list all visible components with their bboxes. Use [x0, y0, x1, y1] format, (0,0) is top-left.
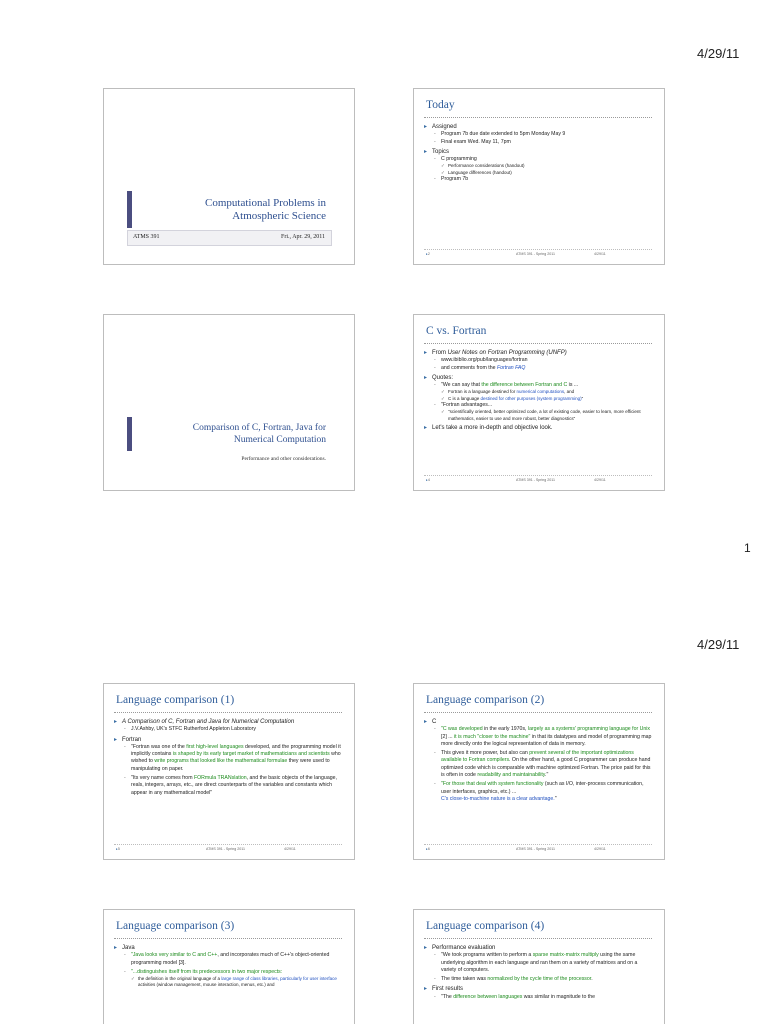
slide-number: ▸ 4 [426, 478, 430, 482]
check-bullet: ✓ the definition in the original language of a large range of class libraries, particularly for user interface activities (window management, mouse interaction, menus, etc.) and [114, 976, 342, 989]
slide-title-line2: Atmospheric Science [232, 210, 326, 222]
slide-footer [424, 844, 652, 853]
check-bullet: ✓ C is a language destined for other purposes (system programming)" [424, 396, 652, 402]
slide-title-line1: Comparison of C, Fortran, Java for [192, 423, 326, 433]
slide-title-line1: Computational Problems in [205, 197, 326, 209]
slide-subtitle: Performance and other considerations. [241, 456, 326, 462]
bullet: ▸ First results [424, 985, 652, 993]
sub-bullet: - The time taken was normalized by the cycle time of the processor. [424, 976, 652, 983]
sub-bullet: - "Java looks very similar to C and C++, and incorporates much of C++'s object-oriented programming model [3]. [114, 952, 342, 967]
footer-course: ATMS 391 - Spring 2011 [516, 847, 556, 851]
footer-course: ATMS 391 - Spring 2011 [516, 252, 556, 256]
sub-bullet: - Program 7b [424, 176, 652, 183]
footer-date: 4/29/11 [594, 847, 606, 851]
bullet: ▸ Topics [424, 148, 652, 156]
bullet: ▸ Performance evaluation [424, 944, 652, 952]
sub-bullet: - "Its very name comes from FORmula TRANslation, and the basic objects of the language, reals, integers, arrays, etc., are direct counterparts of the variables and constants which appear in any mathematical model" [114, 775, 342, 797]
sub-bullet: - "We can say that the difference between Fortran and C is ... [424, 382, 652, 389]
check-bullet: ✓ Language differences (handout) [424, 170, 652, 176]
title-rule [424, 117, 652, 118]
sub-bullet: - "The difference between languages was similar in magnitude to the [424, 994, 652, 1001]
check-bullet: ✓ "scientifically oriented, better optimized code, a lot of existing code, easier to learn, more efficient mathematics, easier to use and more robust, better diagnostics" [424, 409, 652, 422]
sub-bullet: - Program 7b due date extended to 5pm Monday May 9 [424, 131, 652, 138]
slide-2 [413, 88, 665, 265]
page-date: 4/29/11 [697, 637, 740, 652]
footer-date: 4/29/11 [594, 252, 606, 256]
slide-6 [413, 683, 665, 860]
sub-bullet: - and comments from the Fortran FAQ [424, 365, 652, 372]
slide-7 [103, 909, 355, 1024]
lecture-date: Fri., Apr. 29, 2011 [281, 234, 325, 240]
slide-4 [413, 314, 665, 491]
slide-1 [103, 88, 355, 265]
slide-5 [103, 683, 355, 860]
fortran-faq-link[interactable]: Fortran FAQ [496, 364, 526, 371]
sub-bullet: - "Fortran was one of the first high-level languages developed, and the programming model it implicitly contains is shaped by its early target market of mathematicians and scientists who wished to write programs that looked like the mathematical formulae they were used to manipulating on paper. [114, 744, 342, 773]
title-rule [424, 712, 652, 713]
sub-bullet: - "C was developed in the early 1970s, largely as a systems' programming language for Unix [2] ... it is much "closer to the machine" in that its datatypes and model of programming map more directly onto the logical representation of data in memory. [424, 726, 652, 748]
title-rule [114, 938, 342, 939]
page-date: 4/29/11 [697, 46, 740, 61]
slide-body [424, 122, 652, 183]
slide-8 [413, 909, 665, 1024]
slide-title: Language comparison (4) [426, 920, 545, 932]
bullet: ▸ Quotes: [424, 374, 652, 382]
bullet: ▸ Java [114, 944, 342, 952]
sub-bullet: - This gives it more power, but also can prevent several of the important optimizations available to Fortran compilers. On the other hand, a good C programmer can produce hand optimized code which is comparable with machine optimized Fortran. The price paid for this is often in code readability and maintainability." [424, 750, 652, 779]
slide-body [114, 717, 342, 797]
slide-title: Language comparison (1) [116, 694, 235, 706]
title-block [127, 417, 332, 451]
title-rule [114, 712, 342, 713]
course-code: ATMS 391 [133, 234, 160, 240]
slide-number: ▸ 5 [116, 847, 120, 851]
footer-course: ATMS 391 - Spring 2011 [516, 478, 556, 482]
slide-body [424, 348, 652, 432]
bullet: ▸ Assigned [424, 123, 652, 131]
sub-bullet: - Final exam Wed. May 11, 7pm [424, 139, 652, 146]
slide-title: Today [426, 99, 455, 111]
slide-body [424, 717, 652, 803]
sub-bullet: - J.V.Ashby, UK's STFC Rutherford Appleton Laboratory [114, 726, 342, 733]
bullet: ▸ From User Notes on Fortran Programming (UNFP) [424, 349, 652, 357]
title-rule [424, 343, 652, 344]
sub-bullet: - "We took programs written to perform a sparse matrix-matrix multiply using the same underlying algorithm in each language and ran them on a variety of matrices and on a variety of computers. [424, 952, 652, 974]
check-bullet: ✓ Fortran is a language destined for numerical computations, and [424, 389, 652, 395]
bullet: ▸ Fortran [114, 736, 342, 744]
sub-bullet: - "...distinguishes itself from its predecessors in two major respects: [114, 969, 342, 976]
sub-bullet: - C programming [424, 156, 652, 163]
slide-number: ▸ 2 [426, 252, 430, 256]
slide-3 [103, 314, 355, 491]
sub-bullet: - www.ibiblio.org/pub/languages/fortran [424, 357, 652, 364]
slide-footer [114, 844, 342, 853]
page-number: 1 [744, 541, 751, 555]
title-block [127, 191, 332, 228]
check-bullet: ✓ Performance considerations (handout) [424, 163, 652, 169]
sub-bullet: - "Fortran advantages... [424, 402, 652, 409]
course-bar [127, 230, 332, 246]
title-rule [424, 938, 652, 939]
slide-title: C vs. Fortran [426, 325, 487, 337]
slide-footer [424, 475, 652, 484]
slide-title: Language comparison (2) [426, 694, 545, 706]
slide-number: ▸ 6 [426, 847, 430, 851]
footer-course: ATMS 391 - Spring 2011 [206, 847, 246, 851]
bullet: ▸ C [424, 718, 652, 726]
slide-footer [424, 249, 652, 258]
footer-date: 4/29/11 [284, 847, 296, 851]
bullet: ▸ A Comparison of C, Fortran and Java for Numerical Computation [114, 718, 342, 726]
footer-date: 4/29/11 [594, 478, 606, 482]
slide-body [114, 943, 342, 989]
bullet: ▸ Let's take a more in-depth and objective look. [424, 424, 652, 432]
slide-title-line2: Numerical Computation [233, 435, 326, 445]
sub-bullet: - "For those that deal with system functionality (such as I/O, inter-process communication, user interfaces, graphics, etc.) ... C's close-to-machine nature is a clear advantage." [424, 781, 652, 803]
slide-title: Language comparison (3) [116, 920, 235, 932]
slide-body [424, 943, 652, 1001]
